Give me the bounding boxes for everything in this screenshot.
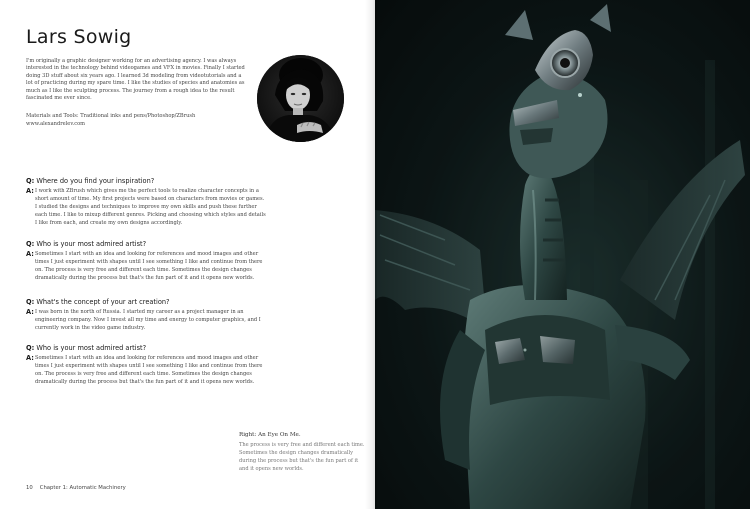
portrait-photo [257, 55, 344, 142]
question-text: Who is your most admired artist? [36, 344, 147, 352]
question-label: Q: [26, 177, 35, 185]
question-label: Q: [26, 298, 35, 306]
intro-paragraph: I'm originally a graphic designer working for an advertising agency. I was always interested in the technology behind videogames and VFX in movies. Finally I started doing 3D stuff about six years ago. I learned 3d modeling from videotutorials and a lot of practicing during my spare time. I like the studies of species and anatomies as much as I like the sculpting process. The journey from a rough idea to the result fascinated me ever since. [26, 58, 245, 102]
caption-title: Right: An Eye On Me. [239, 432, 301, 438]
question [26, 344, 266, 352]
answer-label: A: [26, 308, 34, 316]
qa-item [26, 298, 266, 332]
answer-label: A: [26, 354, 34, 362]
page-footer [26, 485, 133, 491]
page-number: 10 [26, 485, 33, 491]
page-gutter-shadow [365, 0, 377, 509]
question-label: Q: [26, 344, 35, 352]
answer [26, 250, 266, 282]
question-text: What's the concept of your art creation? [36, 298, 170, 306]
answer-text: Sometimes I start with an idea and looking for references and mood images and other times I just experiment with shapes until I see something I like and continue from there on. The process is very free and different each time. Sometimes the design changes dramatically during the process but that's the fun part of it and it opens new worlds. [35, 355, 263, 385]
artist-website: www.alexandrelev.com [26, 121, 85, 127]
question-text: Who is your most admired artist? [36, 240, 147, 248]
answer-label: A: [26, 187, 34, 195]
materials-and-tools: Materials and Tools: Traditional inks and pens/Photoshop/ZBrush [26, 113, 196, 119]
chapter-title: Chapter 1: Automatic Machinery [39, 485, 126, 491]
article-title: Lars Sowig [26, 26, 132, 48]
answer [26, 187, 266, 227]
question [26, 177, 266, 185]
qa-item [26, 344, 266, 386]
creature-artwork [375, 0, 750, 509]
caption-body: The process is very free and different each time. Sometimes the design changes dramatically during the process but that's the fun part of it and it opens new worlds. [239, 442, 365, 472]
artist-portrait [257, 55, 344, 142]
artwork-page [375, 0, 750, 509]
answer [26, 354, 266, 386]
qa-item [26, 177, 266, 227]
question [26, 298, 266, 306]
qa-item [26, 240, 266, 282]
answer-text: Sometimes I start with an idea and looking for references and mood images and other times I just experiment with shapes until I see something I like and continue from there on. The process is very free and different each time. Sometimes the design changes dramatically during the process but that's the fun part of it and it opens new worlds. [35, 251, 263, 281]
question [26, 240, 266, 248]
answer-text: I work with ZBrush which gives me the perfect tools to realize character concepts in a short amount of time. My first projects were based on characters from movies or games. I studied the designs and techniques to improve my own skills and push these further each time. I like to mixup different genres. Picking and choosing which styles and details I like from each, and create my own designs accordingly. [35, 188, 266, 226]
question-text: Where do you find your inspiration? [36, 177, 155, 185]
answer-label: A: [26, 250, 34, 258]
question-label: Q: [26, 240, 35, 248]
answer-text: I was born in the north of Russia. I started my career as a project manager in an engineering company. Now I invest all my time and energy to computer graphics, and I currently work in the video game industry. [35, 309, 261, 331]
answer [26, 308, 266, 332]
